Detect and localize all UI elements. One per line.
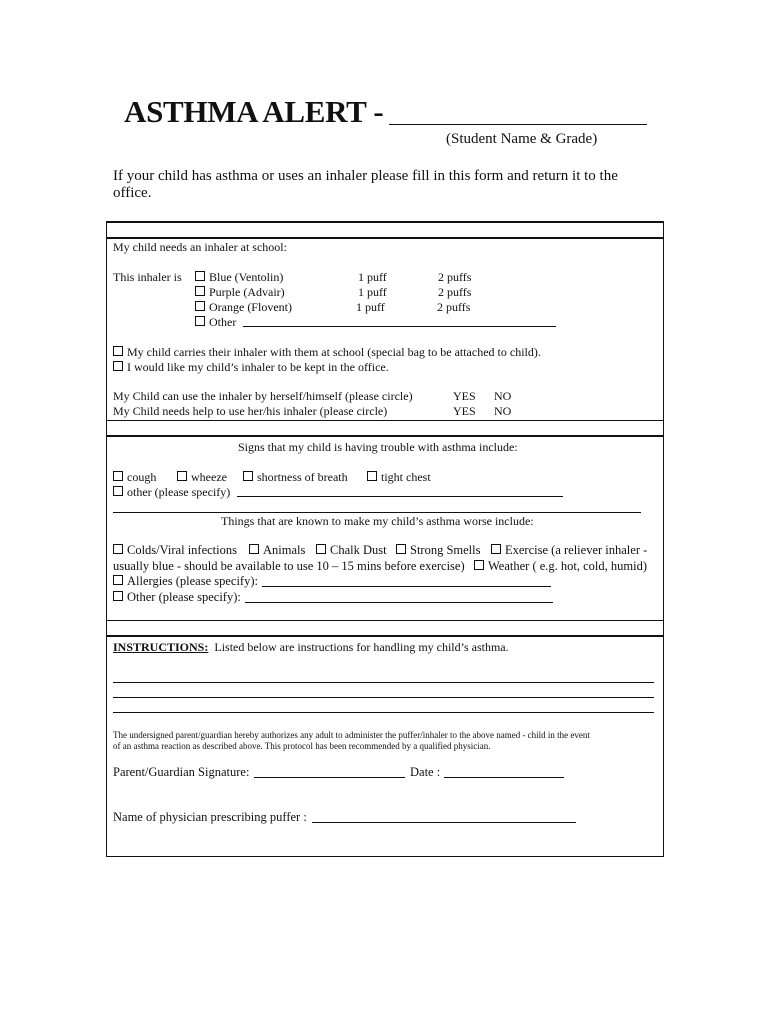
checkbox-icon[interactable]	[113, 544, 123, 554]
signs-heading: Signs that my child is having trouble with asthma include:	[238, 440, 518, 454]
checkbox-icon[interactable]	[195, 316, 205, 326]
trigger-exercise-note: usually blue - should be available to use 10 – 15 mins before exercise)	[113, 559, 465, 573]
checkbox-icon[interactable]	[474, 560, 484, 570]
checkbox-icon[interactable]	[249, 544, 259, 554]
inhaler-blue-option[interactable]: Blue (Ventolin)	[195, 270, 283, 285]
checkbox-icon[interactable]	[113, 575, 123, 585]
trigger-colds[interactable]: Colds/Viral infections	[113, 543, 237, 558]
puff-two[interactable]: 2 puffs	[437, 300, 471, 314]
sign-shortness-of-breath[interactable]: shortness of breath	[243, 470, 348, 485]
trigger-other-field[interactable]	[245, 602, 553, 603]
puff-one[interactable]: 1 puff	[358, 270, 387, 284]
sign-tight-chest[interactable]: tight chest	[367, 470, 431, 485]
section-divider	[106, 620, 664, 637]
needs-help-no[interactable]: NO	[494, 404, 512, 418]
checkbox-icon[interactable]	[113, 486, 123, 496]
physician-field[interactable]	[312, 822, 576, 823]
puff-one[interactable]: 1 puff	[356, 300, 385, 314]
authorization-text-2: of an asthma reaction as described above. This protocol has been recommended by a qualified physician.	[113, 741, 491, 751]
allergies-field[interactable]	[262, 586, 551, 587]
inhaler-orange-option[interactable]: Orange (Flovent)	[195, 300, 292, 315]
sign-wheeze[interactable]: wheeze	[177, 470, 227, 485]
trigger-strong-smells[interactable]: Strong Smells	[396, 543, 481, 558]
checkbox-icon[interactable]	[195, 286, 205, 296]
checkbox-icon[interactable]	[195, 271, 205, 281]
trigger-exercise[interactable]: Exercise (a reliever inhaler -	[491, 543, 647, 558]
checkbox-icon[interactable]	[243, 471, 253, 481]
checkbox-icon[interactable]	[396, 544, 406, 554]
trigger-animals[interactable]: Animals	[249, 543, 305, 558]
inhaler-heading: My child needs an inhaler at school:	[113, 240, 287, 254]
needs-help-yes[interactable]: YES	[453, 404, 476, 418]
intro-text: If your child has asthma or uses an inhaler please fill in this form and return it to the office.	[113, 168, 618, 201]
inhaler-other-option[interactable]: Other	[195, 315, 236, 330]
student-name-caption: (Student Name & Grade)	[446, 131, 598, 147]
checkbox-icon[interactable]	[491, 544, 501, 554]
inhaler-type-label: This inhaler is	[113, 270, 182, 284]
inhaler-other-field[interactable]	[243, 326, 556, 327]
checkbox-icon[interactable]	[195, 301, 205, 311]
section-divider	[106, 420, 664, 437]
puff-one[interactable]: 1 puff	[358, 285, 387, 299]
instructions-text: Listed below are instructions for handling my child’s asthma.	[214, 640, 509, 654]
checkbox-icon[interactable]	[367, 471, 377, 481]
checkbox-icon[interactable]	[113, 346, 123, 356]
instructions-field-1[interactable]	[113, 682, 654, 683]
date-field[interactable]	[444, 777, 564, 778]
use-self-no[interactable]: NO	[494, 389, 512, 403]
trigger-other[interactable]: Other (please specify):	[113, 590, 241, 605]
physician-label: Name of physician prescribing puffer :	[113, 810, 307, 824]
instructions-field-2[interactable]	[113, 697, 654, 698]
checkbox-icon[interactable]	[113, 361, 123, 371]
sign-other-field-2[interactable]	[113, 512, 641, 513]
checkbox-icon[interactable]	[177, 471, 187, 481]
trigger-chalk-dust[interactable]: Chalk Dust	[316, 543, 387, 558]
puff-two[interactable]: 2 puffs	[438, 270, 472, 284]
date-label: Date :	[410, 765, 441, 779]
use-self-question: My Child can use the inhaler by herself/himself (please circle)	[113, 389, 413, 403]
signature-field[interactable]	[254, 777, 405, 778]
sign-other-field[interactable]	[237, 496, 563, 497]
instructions-line	[113, 640, 509, 655]
checkbox-icon[interactable]	[113, 471, 123, 481]
section-divider	[106, 222, 664, 239]
kept-in-office-option[interactable]: I would like my child’s inhaler to be kept in the office.	[113, 360, 389, 375]
authorization-text-1: The undersigned parent/guardian hereby authorizes any adult to administer the puffer/inhaler to the above named - child in the event	[113, 730, 590, 740]
checkbox-icon[interactable]	[113, 591, 123, 601]
carries-inhaler-option[interactable]: My child carries their inhaler with them at school (special bag to be attached to child).	[113, 345, 541, 360]
needs-help-question: My Child needs help to use her/his inhaler (please circle)	[113, 404, 388, 418]
student-name-line[interactable]	[389, 124, 647, 125]
form-title: ASTHMA ALERT -	[124, 94, 384, 129]
puff-two[interactable]: 2 puffs	[438, 285, 472, 299]
instructions-label: INSTRUCTIONS:	[113, 640, 209, 654]
form-box	[106, 221, 664, 857]
trigger-allergies[interactable]: Allergies (please specify):	[113, 574, 258, 589]
triggers-heading: Things that are known to make my child’s asthma worse include:	[221, 514, 534, 528]
instructions-field-3[interactable]	[113, 712, 654, 713]
use-self-yes[interactable]: YES	[453, 389, 476, 403]
inhaler-purple-option[interactable]: Purple (Advair)	[195, 285, 285, 300]
sign-cough[interactable]: cough	[113, 470, 156, 485]
trigger-weather[interactable]: Weather ( e.g. hot, cold, humid)	[474, 559, 647, 574]
sign-other[interactable]: other (please specify)	[113, 485, 230, 500]
checkbox-icon[interactable]	[316, 544, 326, 554]
signature-label: Parent/Guardian Signature:	[113, 765, 250, 779]
